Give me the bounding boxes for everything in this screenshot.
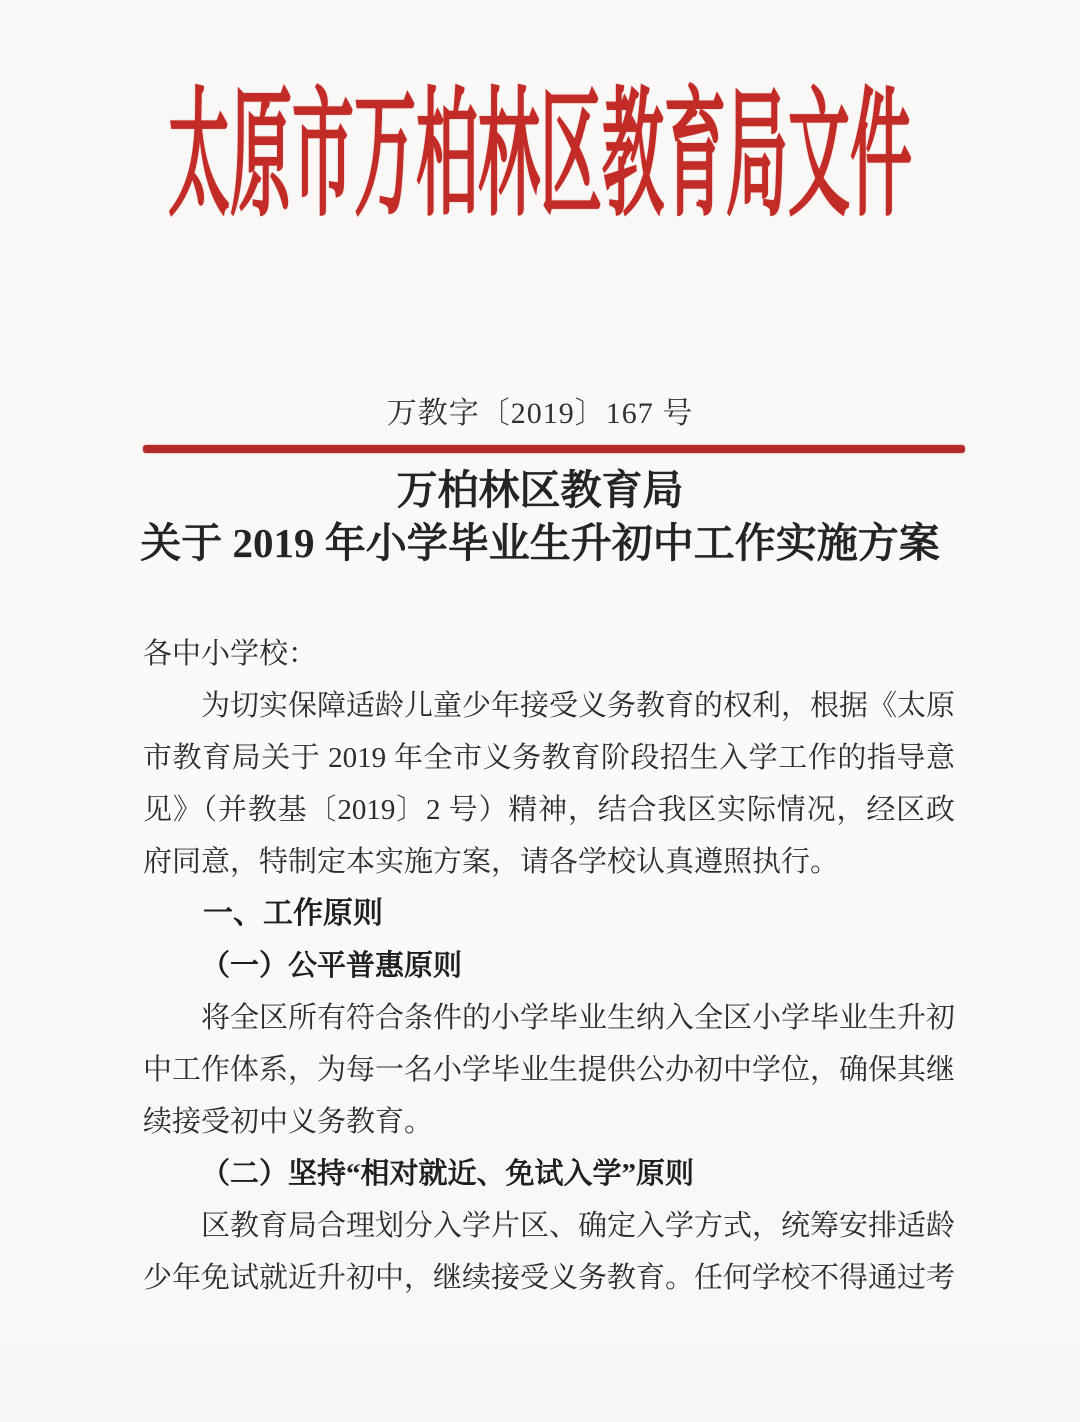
document-page (0, 81, 1080, 1422)
salutation: 各中小学校： (143, 638, 318, 670)
paragraph-intro: 为切实保障适龄儿童少年接受义务教育的权利，根据《太原市教育局关于 2019 年全市义务教育阶段招生入学工作的指导意见》（并教基〔2019〕2 号）精神，结合我区实际情况，经区政府同意，特制定本实施方案，请各学校认真遵照执行。 (143, 690, 956, 878)
paragraph-fairness-principle: 将全区所有符合条件的小学毕业生纳入全区小学毕业生升初中工作体系，为每一名小学毕业生提供公办初中学位，确保其继续接受初中义务教育。 (143, 1002, 956, 1138)
section-heading-work-principles: 一、工作原则 (203, 897, 383, 930)
subsection-heading-proximity-principle: （二）坚持“相对就近、免试入学”原则 (201, 1158, 695, 1190)
document-title-line-2: 关于 2019 年小学毕业生升初中工作实施方案 (140, 520, 940, 566)
document-title (0, 464, 1080, 570)
agency-header-title: 太原市万柏林区教育局文件 (167, 81, 912, 235)
document-number: 万教字〔2019〕167 号 (386, 397, 694, 430)
subsection-heading-fairness-principle: （一）公平普惠原则 (201, 950, 463, 982)
letterhead (0, 81, 1080, 235)
document-body (143, 628, 955, 1304)
document-title-line-1: 万柏林区教育局 (396, 467, 684, 513)
paragraph-proximity-principle: 区教育局合理划分入学片区、确定入学方式，统筹安排适龄少年免试就近升初中，继续接受义务教育。任何学校不得通过考 (143, 1210, 956, 1294)
red-divider-rule (143, 445, 965, 453)
